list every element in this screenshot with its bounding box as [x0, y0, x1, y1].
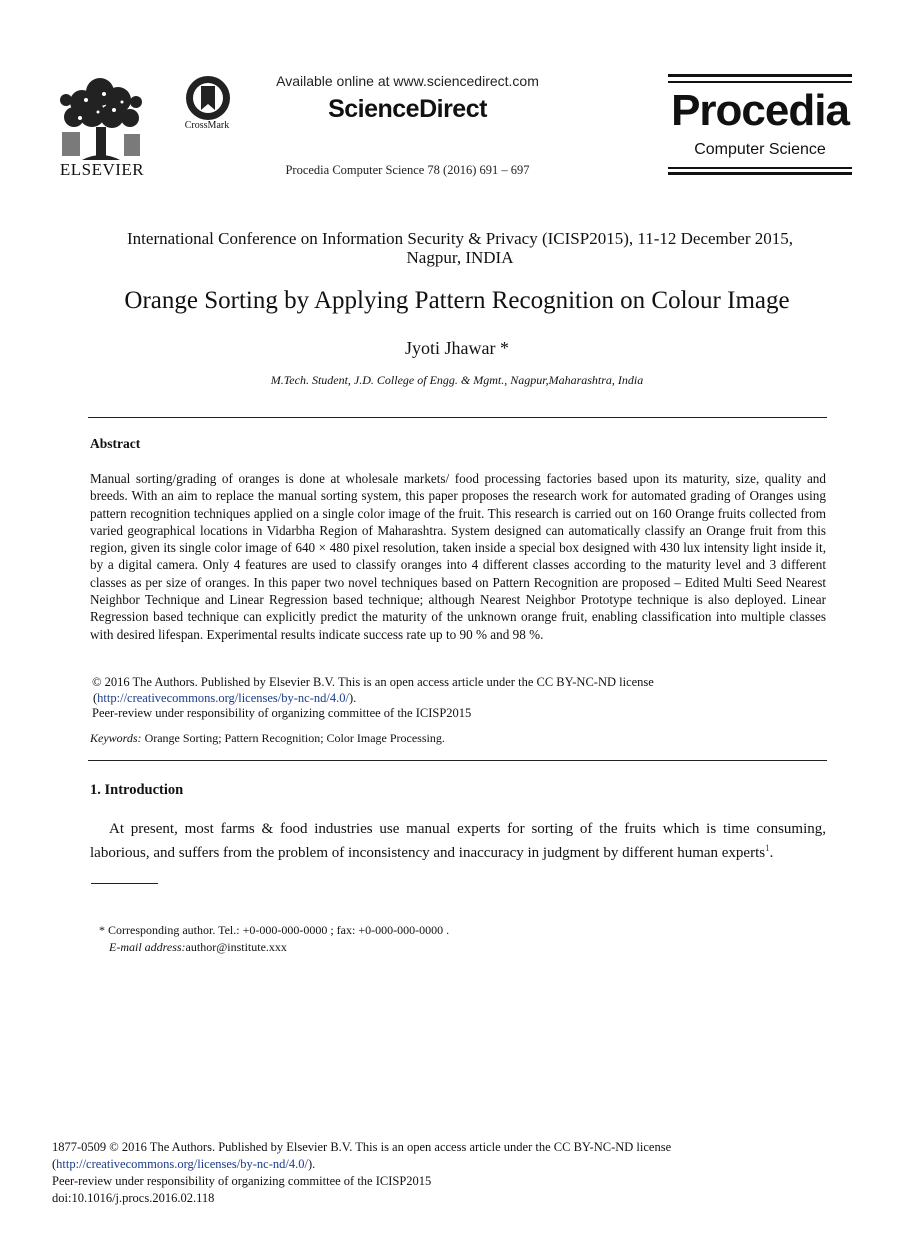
- email-address: author@institute.xxx: [185, 940, 287, 954]
- bottom-license-link[interactable]: http://creativecommons.org/licenses/by-nc-nd/4.0/: [56, 1157, 308, 1171]
- keywords-list: Orange Sorting; Pattern Recognition; Color Image Processing.: [141, 731, 445, 745]
- copyright-paren-open: (: [93, 690, 98, 705]
- sciencedirect-logo[interactable]: ScienceDirect: [328, 95, 487, 123]
- footnote-contact: * Corresponding author. Tel.: +0-000-000-0000 ; fax: +0-000-000-0000 .: [99, 923, 450, 937]
- introduction-end: .: [769, 845, 774, 861]
- bottom-paren-close: ).: [307, 1157, 316, 1171]
- available-online-notice: Available online at www.sciencedirect.com: [276, 73, 539, 89]
- introduction-text: At present, most farms & food industries use manual experts for sorting of the fruits which is time consuming, laborious, and suffers from the problem of inconsistency and inaccuracy in judgment by different human experts: [90, 821, 826, 861]
- paper-title: Orange Sorting by Applying Pattern Recognition on Colour Image: [124, 287, 790, 314]
- corresponding-author-footnote: [99, 922, 699, 956]
- crossmark-label: CrossMark: [184, 120, 230, 131]
- footnote-divider: [91, 883, 158, 884]
- copyright-paren-close: ).: [348, 690, 357, 705]
- journal-reference: Procedia Computer Science 78 (2016) 691 – 697: [285, 163, 530, 177]
- procedia-bottom-rule-1: [668, 167, 852, 169]
- procedia-top-rule-2: [668, 81, 852, 83]
- introduction-body: [90, 820, 826, 863]
- abstract-body: Manual sorting/grading of oranges is done at wholesale markets/ food processing factories based upon its maturity, size, quality and breeds. With an aim to replace the manual sorting system, this paper proposes the research work for automated grading of Oranges using pattern recognition techniques applied on a single color image of the fruit. This research is carried out on 160 Orange fruits collected from varied geographical locations in Vidarbha Region of Maharashtra. System designed can automatically classify an Orange fruit from this region, given its single color image of 640 × 480 pixel resolution, taken inside a special box designed with 430 lux intensity light inside it, by a digital camera. Only 4 features are used to classify oranges into 4 different classes according to the maturity level and 3 different classes as per size of oranges. In this paper two novel techniques based on Pattern Recognition are proposed – Edited Multi Seed Nearest Neighbor Technique and Linear Regression based technique; although Nearest Neighbor Prototype technique is also deployed. Linear Regression based technique can explicitly predict the maturity of the unknown orange fruit, enabling classification into multiple classes with desired lifespan. Experimental results indicate success rate up to 90 % and 98 %.: [90, 471, 826, 642]
- conference-line-2: Nagpur, INDIA: [406, 248, 514, 267]
- abstract-heading: Abstract: [90, 436, 141, 451]
- footnote-reference[interactable]: 1: [765, 843, 770, 853]
- copyright-notice: [92, 675, 828, 722]
- issn-copyright: 1877-0509 © 2016 The Authors. Published by Elsevier B.V. This is an open access article under the CC BY-NC-ND license: [52, 1140, 672, 1154]
- procedia-bottom-rule-2: [668, 172, 852, 175]
- procedia-logo: [668, 74, 852, 176]
- license-link[interactable]: http://creativecommons.org/licenses/by-nc-nd/4.0/: [97, 690, 349, 705]
- publisher-name: ELSEVIER: [59, 160, 145, 179]
- divider-bottom: [88, 760, 827, 761]
- divider-top: [88, 417, 827, 418]
- author-name: Jyoti Jhawar *: [405, 338, 509, 358]
- copyright-line-3: Peer-review under responsibility of organizing committee of the ICISP2015: [92, 706, 472, 720]
- email-label: E-mail address:: [109, 940, 186, 954]
- footnote-email-line: [99, 939, 699, 956]
- procedia-brand: Procedia: [671, 86, 849, 135]
- conference-line-1: International Conference on Information Security & Privacy (ICISP2015), 11-12 December 2015,: [127, 229, 793, 248]
- conference-info: [60, 229, 860, 267]
- bottom-license-line: [52, 1156, 792, 1173]
- author-affiliation: M.Tech. Student, J.D. College of Engg. & Mgmt., Nagpur,Maharashtra, India: [270, 373, 644, 387]
- procedia-subtitle: Computer Science: [694, 141, 826, 158]
- bottom-paren-open: (: [52, 1157, 57, 1171]
- keywords: [90, 731, 826, 746]
- procedia-top-rule-1: [668, 74, 852, 77]
- bottom-peer-review: Peer-review under responsibility of organizing committee of the ICISP2015: [52, 1174, 432, 1188]
- keywords-label: Keywords:: [90, 731, 142, 745]
- bottom-notes: [52, 1139, 792, 1207]
- copyright-line-2: [92, 691, 828, 707]
- introduction-heading: 1. Introduction: [90, 782, 184, 798]
- copyright-line-1: © 2016 The Authors. Published by Elsevier B.V. This is an open access article under the CC BY-NC-ND license: [92, 675, 654, 689]
- doi[interactable]: doi:10.1016/j.procs.2016.02.118: [52, 1191, 215, 1205]
